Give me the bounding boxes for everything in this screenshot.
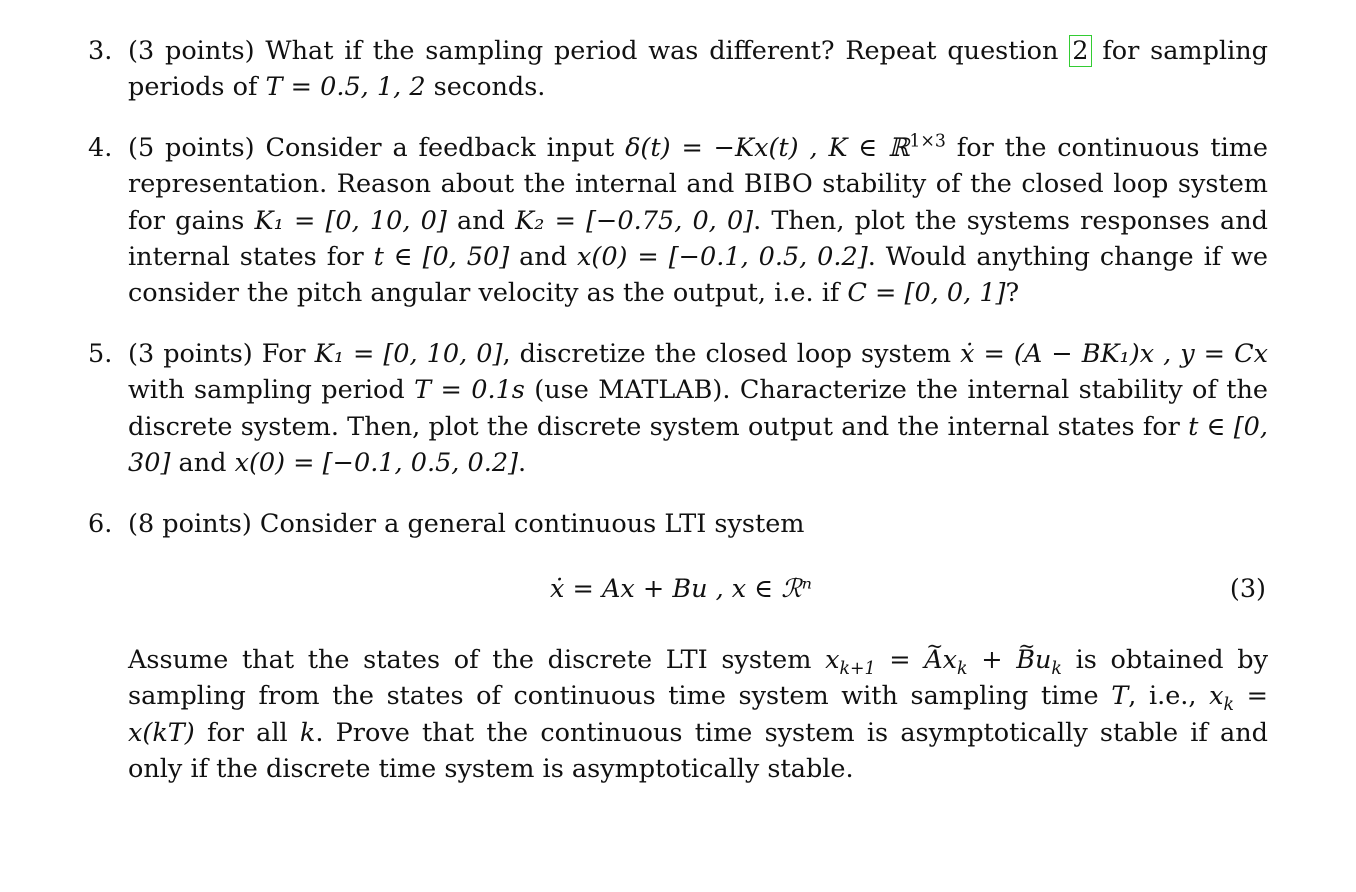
math-inline: K₂ = [−0.75, 0, 0]: [515, 205, 754, 236]
question-reference-link[interactable]: 2: [1069, 35, 1091, 67]
math-inline: δ(t) = −Kx(t) , K ∈ ℝ: [625, 133, 910, 163]
math-B-tilde: ~ B: [1016, 642, 1035, 678]
math-inline: x: [1209, 681, 1224, 712]
equation-number: (3): [1229, 574, 1266, 604]
question-6-continued: [88, 642, 1268, 787]
question-body: (5 points) Consider a feedback input δ(t) = −Kx(t) , K ∈ ℝ$^{1\times 3}$ for the continuous time representation. Reason about the internal and BIBO stability of the closed loop system for gains K₁ = [0, 10, 0] and K₂ = [−0.75, 0, 0]. Then, plot the systems responses and internal states for t ∈ [0, 50] and x(0) = [−0.1, 0.5, 0.2]. Would anything change if we consider the pitch angular velocity as the output, i.e. if C = [0, 0, 1]?: [128, 131, 1268, 309]
math-inline: C = [0, 0, 1]: [847, 278, 1006, 309]
math-inline: T = 0.5, 1, 2: [265, 72, 426, 103]
question-body: Assume that the states of the discrete LTI system $x_{k+1}$ = ~ $Ax_k$ + ~ $Bu_k$ is obtained by sampling from the states of continuous time system with sampling time T, i.e., $x_k = x(kT)$ for all k. Prove that the continuous time system is asymptotically stable if and only if the discrete time system is asymptotically stable.: [128, 642, 1268, 787]
math-inline: T: [1111, 681, 1129, 712]
math-A-tilde: ~ A: [924, 642, 942, 678]
points-label: (5 points): [128, 133, 255, 163]
math-inline: K₁ = [0, 10, 0]: [254, 205, 447, 236]
display-equation: ẋ = Ax + Bu , x ∈ ℛⁿ: [550, 574, 812, 604]
math-inline: x: [825, 645, 840, 675]
question-body: (8 points) Consider a general continuous LTI system: [128, 509, 805, 539]
math-inline: t ∈ [0, 50]: [373, 241, 510, 272]
math-inline: ẋ = (A − BK₁)x , y = Cx: [960, 339, 1268, 369]
math-inline: t ∈ [0, 30]: [128, 411, 1268, 478]
math-superscript: 1×3: [909, 131, 946, 152]
question-3: [88, 33, 1268, 106]
question-6: [88, 506, 1268, 542]
question-number: 4.: [88, 133, 113, 163]
points-label: (8 points): [128, 509, 252, 539]
question-5: [88, 336, 1268, 481]
question-number: 5.: [88, 339, 113, 369]
points-label: (3 points): [128, 36, 255, 66]
math-inline: K₁ = [0, 10, 0]: [314, 339, 503, 369]
math-inline: T = 0.1s: [414, 375, 525, 406]
question-number: 3.: [88, 36, 113, 66]
math-inline: x(0) = [−0.1, 0.5, 0.2]: [576, 241, 868, 272]
question-body: (3 points) What if the sampling period was different? Repeat question 2 for sampling periods of T = 0.5, 1, 2 seconds.: [128, 36, 1268, 103]
question-body: (3 points) For K₁ = [0, 10, 0], discretize the closed loop system ẋ = (A − BK₁)x , y = Cx with sampling period T = 0.1s (use MATLAB). Characterize the internal stability of the discrete system. Then, plot the discrete system output and the internal states for t ∈ [0, 30] and x(0) = [−0.1, 0.5, 0.2].: [128, 339, 1268, 478]
points-label: (3 points): [128, 339, 253, 369]
math-inline: x(0) = [−0.1, 0.5, 0.2]: [234, 447, 519, 478]
question-number: 6.: [88, 509, 113, 539]
math-inline: k: [299, 717, 316, 748]
question-4: [88, 130, 1268, 311]
